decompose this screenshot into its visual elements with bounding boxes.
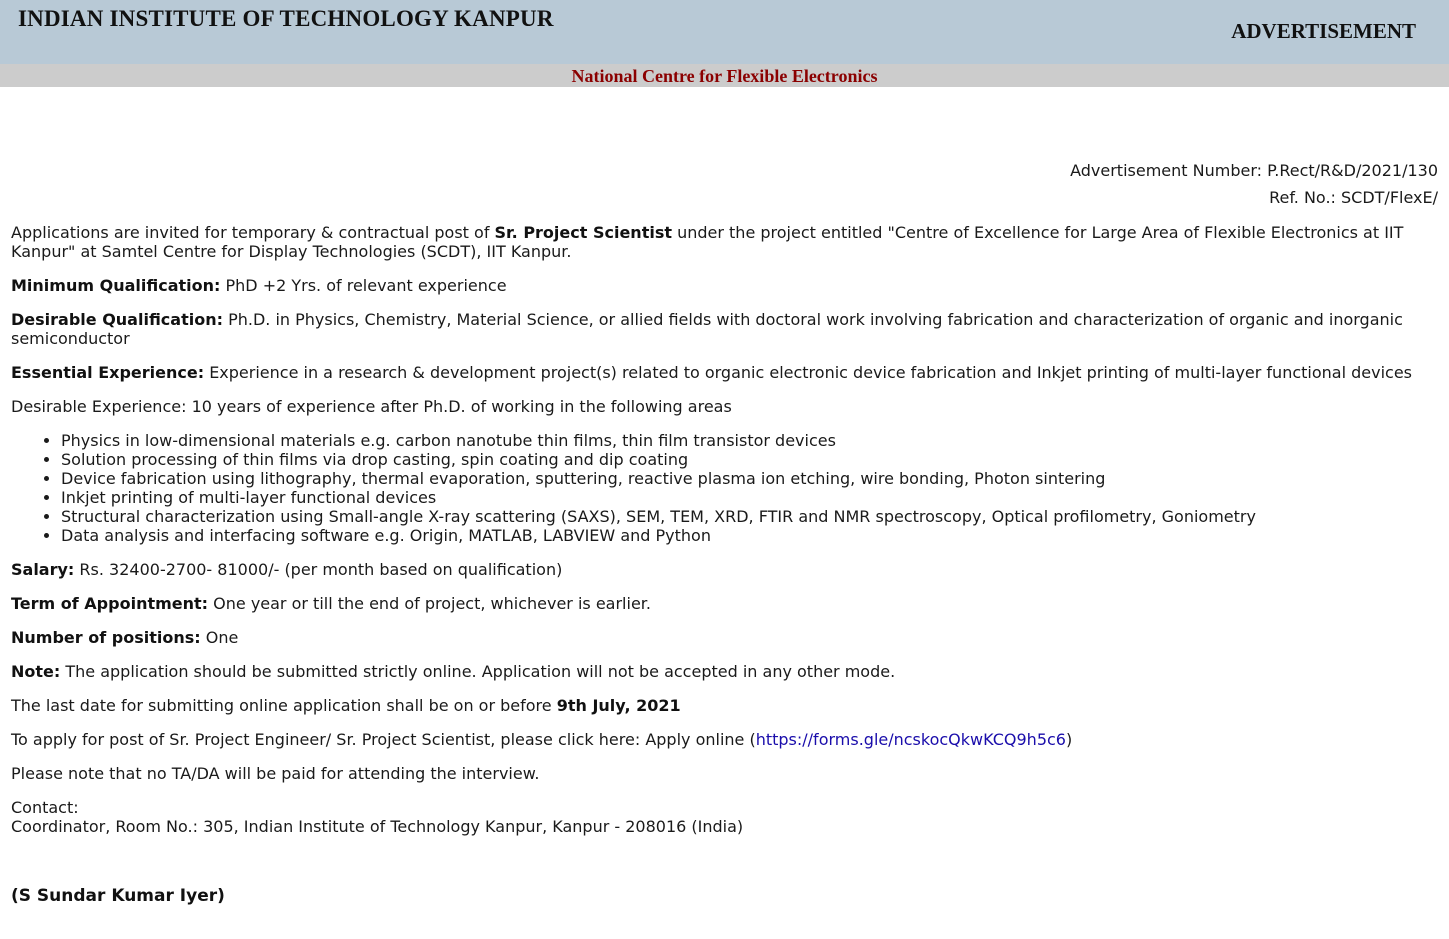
- positions-value: One: [200, 628, 239, 647]
- ta-da-note: Please note that no TA/DA will be paid for attending the interview.: [11, 764, 540, 783]
- contact-label: Contact:: [11, 798, 79, 817]
- last-date: [11, 696, 1438, 715]
- minimum-qualification-value: PhD +2 Yrs. of relevant experience: [220, 276, 507, 295]
- last-date-value: 9th July, 2021: [556, 696, 681, 715]
- term-label: Term of Appointment:: [11, 594, 209, 613]
- term-value: One year or till the end of project, whichever is earlier.: [208, 594, 651, 613]
- number-of-positions: [11, 628, 1438, 647]
- intro-paragraph: [11, 223, 1438, 261]
- desirable-qualification: [11, 310, 1438, 348]
- minimum-qualification-label: Minimum Qualification:: [11, 276, 221, 295]
- contact-address: Coordinator, Room No.: 305, Indian Institute of Technology Kanpur, Kanpur - 208016 (India): [11, 817, 744, 836]
- desirable-experience: Desirable Experience: 10 years of experience after Ph.D. of working in the following areas: [11, 397, 732, 416]
- note-value: The application should be submitted strictly online. Application will not be accepted in any other mode.: [60, 662, 896, 681]
- experience-areas-list: [11, 431, 1438, 545]
- essential-experience: [11, 363, 1438, 382]
- reference-number: Ref. No.: SCDT/FlexE/: [1269, 188, 1438, 207]
- desirable-qualification-value: Ph.D. in Physics, Chemistry, Material Science, or allied fields with doctoral work involving fabrication and characterization of organic and inorganic semiconductor: [11, 310, 1403, 348]
- minimum-qualification: [11, 276, 1438, 295]
- salary: [11, 560, 1438, 579]
- signature: (S Sundar Kumar Iyer): [11, 886, 225, 906]
- advertisement-body: [0, 161, 1449, 906]
- desirable-qualification-label: Desirable Qualification:: [11, 310, 223, 329]
- institute-title: INDIAN INSTITUTE OF TECHNOLOGY KANPUR: [18, 6, 554, 31]
- list-item: • Structural characterization using Small-angle X-ray scattering (SAXS), SEM, TEM, XRD, FTIR and NMR spectroscopy, Optical profilometry, Goniometry: [61, 507, 1438, 526]
- advertisement-heading: ADVERTISEMENT: [1231, 19, 1416, 43]
- list-item: • Solution processing of thin films via drop casting, spin coating and dip coating: [61, 450, 1438, 469]
- list-item: • Data analysis and interfacing software e.g. Origin, MATLAB, LABVIEW and Python: [61, 526, 1438, 545]
- list-item: • Device fabrication using lithography, thermal evaporation, sputtering, reactive plasma ion etching, wire bonding, Photon sintering: [61, 469, 1438, 488]
- note-label: Note:: [11, 662, 61, 681]
- note: [11, 662, 1438, 681]
- apply-online-link[interactable]: https://forms.gle/ncskocQkwKCQ9h5c6: [755, 730, 1066, 749]
- header-bar: [0, 0, 1449, 64]
- intro-text-after: under the project entitled "Centre of Excellence for Large Area of Flexible Electronics at IIT Kanpur" at Samtel Centre for Display Technologies (SCDT), IIT Kanpur.: [11, 223, 1404, 261]
- centre-banner: National Centre for Flexible Electronics: [0, 64, 1449, 87]
- post-name: Sr. Project Scientist: [494, 223, 672, 242]
- intro-text-before: Applications are invited for temporary & contractual post of: [11, 223, 495, 242]
- last-date-text: The last date for submitting online application shall be on or before: [11, 696, 557, 715]
- term-of-appointment: [11, 594, 1438, 613]
- apply-text-after: ): [1065, 730, 1073, 749]
- salary-label: Salary:: [11, 560, 75, 579]
- apply-instructions: [11, 730, 1438, 749]
- essential-experience-value: Experience in a research & development project(s) related to organic electronic device fabrication and Inkjet printing of multi-layer functional devices: [204, 363, 1412, 382]
- essential-experience-label: Essential Experience:: [11, 363, 205, 382]
- advertisement-number: Advertisement Number: P.Rect/R&D/2021/130: [1070, 161, 1438, 180]
- contact: [11, 798, 1438, 836]
- apply-text-before: To apply for post of Sr. Project Engineer/ Sr. Project Scientist, please click here: Apply online (: [11, 730, 756, 749]
- positions-label: Number of positions:: [11, 628, 201, 647]
- salary-value: Rs. 32400-2700- 81000/- (per month based on qualification): [74, 560, 563, 579]
- list-item: • Physics in low-dimensional materials e.g. carbon nanotube thin films, thin film transistor devices: [61, 431, 1438, 450]
- list-item: • Inkjet printing of multi-layer functional devices: [61, 488, 1438, 507]
